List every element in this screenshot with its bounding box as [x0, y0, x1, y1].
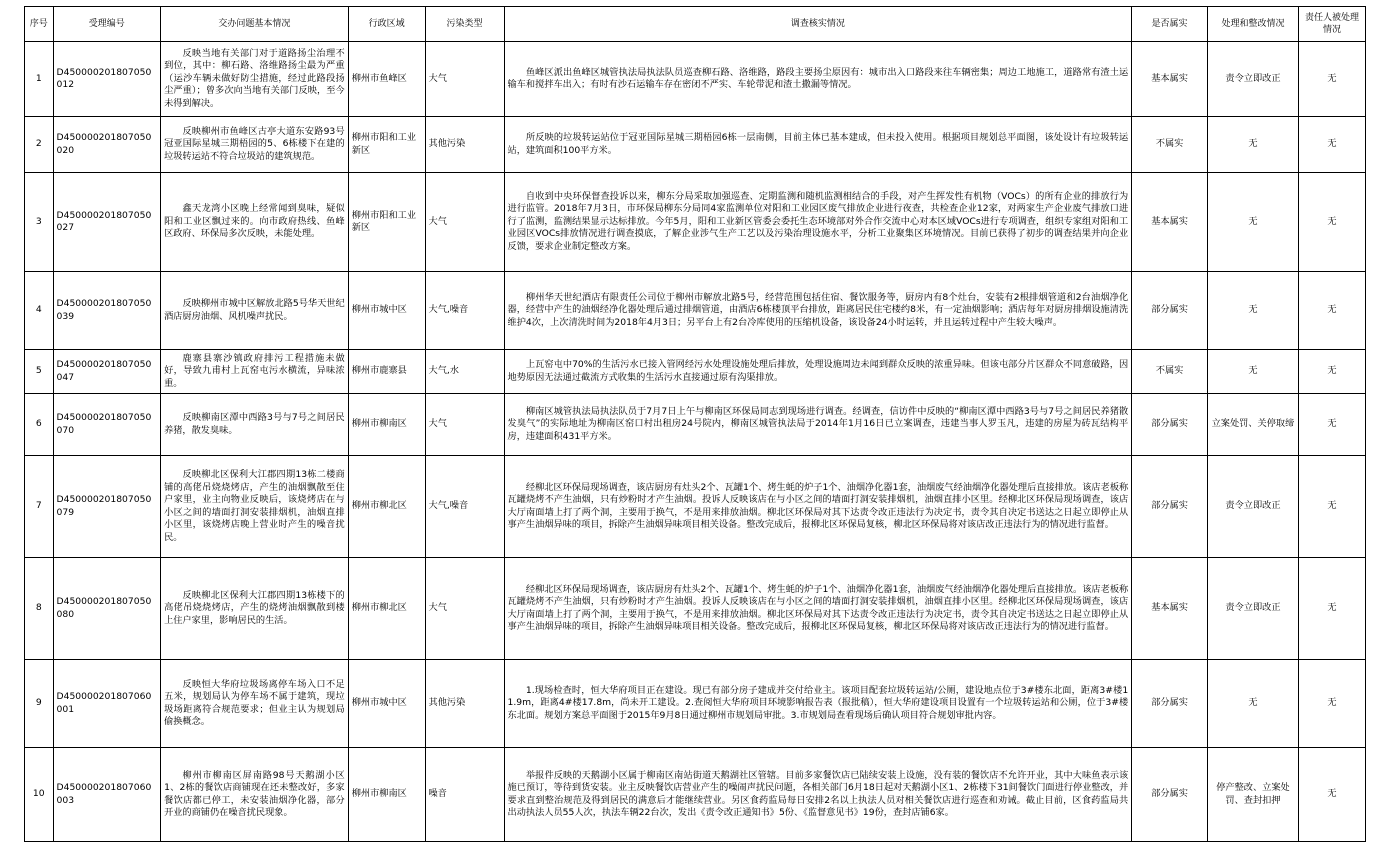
pollution-type-cell: 大气 [425, 42, 504, 117]
problem-cell [161, 350, 349, 394]
is-true-cell: 基本属实 [1132, 173, 1208, 272]
is-true-cell: 部分属实 [1132, 748, 1208, 842]
accountability-cell: 无 [1299, 748, 1366, 842]
row-number: 5 [25, 350, 54, 394]
problem-cell [161, 456, 349, 558]
problem-text: 反映柳州市城中区解放北路5号华天世纪酒店厨房油烟、风机噪声扰民。 [164, 298, 345, 322]
is-true-cell: 部分属实 [1132, 456, 1208, 558]
pollution-type-cell: 大气 [425, 394, 504, 456]
problem-text: 反映柳南区潭中西路3号与7号之间居民养猪，散发臭味。 [164, 412, 345, 436]
investigation-text: 经柳北区环保局现场调查，该店厨房有灶头2个、瓦罐1个、烤生蚝的炉子1个、油烟净化器1套，油烟废气经油烟净化器处理后直接排放。该店老板称瓦罐烧烤不产生油烟，只有炒粉时才产生油烟。投诉人反映该店在与小区之间的墙面打洞安装排烟机，油烟直排小区里。经柳北区环保局现场调查，该店大厅南面墙上打了两个洞，主要用于换气，不是用来排放油烟。柳北区环保局对其下达责令改正违法行为决定书，责令其自决定书送达之日起立即停止从事产生油烟异味的项目，拆除产生油烟异味项目相关设备。整改完成后，报柳北区环保局复核，柳北区环保局将对该店改正违法行为的情况进行监督。 [507, 583, 1129, 632]
pollution-type-cell: 其他污染 [425, 660, 504, 748]
investigation-cell [504, 272, 1132, 350]
handling-cell: 无 [1207, 660, 1298, 748]
problem-cell [161, 660, 349, 748]
row-number: 6 [25, 394, 54, 456]
pollution-type-cell: 大气,噪音 [425, 456, 504, 558]
region-cell: 柳州市鹿寨县 [348, 350, 425, 394]
handling-cell: 无 [1207, 272, 1298, 350]
is-true-cell: 部分属实 [1132, 394, 1208, 456]
investigation-cell [504, 660, 1132, 748]
header-cell: 是否属实 [1132, 7, 1208, 42]
pollution-type-cell: 其他污染 [425, 117, 504, 173]
case-id: D450000201807060001 [53, 660, 161, 748]
row-number: 4 [25, 272, 54, 350]
table-row [25, 456, 1366, 558]
is-true-cell: 不属实 [1132, 117, 1208, 173]
investigation-text: 所反映的垃圾转运站位于冠亚国际星城三期梧园6栋一层南侧，目前主体已基本建成，但未投入使用。根据项目规划总平面图，该处设计有垃圾转运站，建筑面积100平方米。 [507, 132, 1129, 156]
problem-cell [161, 42, 349, 117]
row-number: 2 [25, 117, 54, 173]
accountability-cell: 无 [1299, 117, 1366, 173]
row-number: 7 [25, 456, 54, 558]
problem-cell [161, 117, 349, 173]
table-row [25, 394, 1366, 456]
header-cell: 交办问题基本情况 [161, 7, 349, 42]
region-cell: 柳州市柳南区 [348, 394, 425, 456]
case-id: D450000201807050070 [53, 394, 161, 456]
table-row [25, 558, 1366, 660]
investigation-text: 经柳北区环保局现场调查，该店厨房有灶头2个、瓦罐1个、烤生蚝的炉子1个、油烟净化器1套，油烟废气经油烟净化器处理后直接排放。该店老板称瓦罐烧烤不产生油烟，只有炒粉时才产生油烟。投诉人反映该店在与小区之间的墙面打洞安装排烟机，油烟直排小区里。经柳北区环保局现场调查，该店大厅南面墙上打了两个洞，主要用于换气，不是用来排放油烟。柳北区环保局对其下达责令改正违法行为决定书，责令其自决定书送达之日起立即停止从事产生油烟异味的项目，拆除产生油烟异味项目相关设备。整改完成后，报柳北区环保局复核，柳北区环保局将对该店改正违法行为的情况进行监督。 [507, 481, 1129, 530]
accountability-cell: 无 [1299, 42, 1366, 117]
case-id: D450000201807050027 [53, 173, 161, 272]
problem-cell [161, 394, 349, 456]
region-cell: 柳州市阳和工业新区 [348, 117, 425, 173]
row-number: 10 [25, 748, 54, 842]
accountability-cell: 无 [1299, 456, 1366, 558]
handling-cell: 无 [1207, 350, 1298, 394]
handling-cell: 责令立即改正 [1207, 456, 1298, 558]
header-cell: 序号 [25, 7, 54, 42]
handling-cell: 立案处罚、关停取缔 [1207, 394, 1298, 456]
table-header [25, 7, 1366, 42]
is-true-cell: 部分属实 [1132, 272, 1208, 350]
header-cell: 责任人被处理情况 [1299, 7, 1366, 42]
case-id: D450000201807050080 [53, 558, 161, 660]
region-cell: 柳州市柳北区 [348, 456, 425, 558]
table-row [25, 117, 1366, 173]
investigation-text: 柳南区城管执法局执法队员于7月7日上午与柳南区环保局同志到现场进行调查。经调查，信访件中反映的“柳南区潭中西路3号与7号之间居民养猪散发臭气”的实际地址为柳南区窑口村出租房24号院内，柳南区城管执法局于2014年1月16日已立案调查，违建当事人罗玉凡，违建的房屋为砖瓦结构平房，违建面积431平方米。 [507, 405, 1129, 442]
problem-cell [161, 272, 349, 350]
header-cell: 调查核实情况 [504, 7, 1132, 42]
accountability-cell: 无 [1299, 558, 1366, 660]
region-cell: 柳州市柳北区 [348, 558, 425, 660]
header-cell: 处理和整改情况 [1207, 7, 1298, 42]
investigation-cell [504, 394, 1132, 456]
pollution-type-cell: 大气,噪音 [425, 272, 504, 350]
row-number: 1 [25, 42, 54, 117]
accountability-cell: 无 [1299, 350, 1366, 394]
accountability-cell: 无 [1299, 394, 1366, 456]
investigation-cell [504, 173, 1132, 272]
is-true-cell: 基本属实 [1132, 42, 1208, 117]
is-true-cell: 部分属实 [1132, 660, 1208, 748]
problem-cell [161, 558, 349, 660]
row-number: 9 [25, 660, 54, 748]
problem-text: 鑫天龙湾小区晚上经常闻到臭味，疑似阳和工业区飘过来的。向市政府热线、鱼峰区政府、环保局多次反映，未能处理。 [164, 203, 345, 240]
row-number: 8 [25, 558, 54, 660]
investigation-text: 鱼峰区派出鱼峰区城管执法局执法队员巡查柳石路、洛维路，路段主要扬尘原因有：城市出入口路段来往车辆密集；周边工地施工，道路常有渣土运输车和搅拌车出入；有时有沙石运输车存在密闭不严实、车轮带泥和渣土撒漏等情况。 [507, 66, 1129, 90]
case-id: D450000201807050012 [53, 42, 161, 117]
table-row [25, 42, 1366, 117]
pollution-type-cell: 大气 [425, 558, 504, 660]
region-cell: 柳州市柳南区 [348, 748, 425, 842]
region-cell: 柳州市城中区 [348, 660, 425, 748]
handling-cell: 责令立即改正 [1207, 558, 1298, 660]
table-row [25, 272, 1366, 350]
region-cell: 柳州市鱼峰区 [348, 42, 425, 117]
is-true-cell: 不属实 [1132, 350, 1208, 394]
region-cell: 柳州市阳和工业新区 [348, 173, 425, 272]
handling-cell: 责令立即改正 [1207, 42, 1298, 117]
accountability-cell: 无 [1299, 660, 1366, 748]
investigation-cell [504, 117, 1132, 173]
case-id: D450000201807050020 [53, 117, 161, 173]
table-row [25, 660, 1366, 748]
problem-text: 反映柳北区保利大江郡四期13栋楼下的高佬吊烧烧烤店，产生的烧烤油烟飘散到楼上住户家里，影响居民的生活。 [164, 589, 345, 626]
problem-text: 反映柳北区保利大江郡四期13栋二楼商铺的高佬吊烧烧烤店，产生的油烟飘散至住户家里，业主向物业反映后，该烧烤店在与小区之间的墙面打洞安装排烟机，油烟直排小区里，该烧烤店晚上营业时产生的噪音扰民。 [164, 469, 345, 543]
case-id: D450000201807050079 [53, 456, 161, 558]
header-cell: 行政区域 [348, 7, 425, 42]
header-cell: 受理编号 [53, 7, 161, 42]
investigation-cell [504, 350, 1132, 394]
region-cell: 柳州市城中区 [348, 272, 425, 350]
is-true-cell: 基本属实 [1132, 558, 1208, 660]
pollution-type-cell: 大气 [425, 173, 504, 272]
problem-text: 柳州市柳南区屏南路98号天鹅湖小区1、2栋的餐饮店商铺现在还未整改好，多家餐饮店都已停工，未安装油烟净化器，部分开业的商铺仍在噪音扰民现象。 [164, 769, 345, 818]
pollution-type-cell: 大气,水 [425, 350, 504, 394]
problem-text: 反映恒大华府垃圾场离停车场入口不足五米，规划局认为停车场不属于建筑，现垃圾场距离符合规范要求；但业主认为规划局偷换概念。 [164, 678, 345, 727]
table-row [25, 173, 1366, 272]
problem-cell [161, 173, 349, 272]
handling-cell: 无 [1207, 117, 1298, 173]
problem-cell [161, 748, 349, 842]
pollution-type-cell: 噪音 [425, 748, 504, 842]
header-cell: 污染类型 [425, 7, 504, 42]
table-row [25, 350, 1366, 394]
problem-text: 鹿寨县寨沙镇政府排污工程措施未做好，导致九甫村上瓦窑屯污水横流，异味浓重。 [164, 352, 345, 389]
handling-cell: 无 [1207, 173, 1298, 272]
investigation-cell [504, 558, 1132, 660]
case-id: D450000201807060003 [53, 748, 161, 842]
investigation-text: 举报件反映的天鹅湖小区属于柳南区南站街道天鹅湖社区管辖。目前多家餐饮店已陆续安装上设施，没有装的餐饮店不允许开业，其中大味鱼表示该施已预订，等待到货安装。业主反映餐饮店营业产生的噪闹声扰民问题，各相关部门6月18日起对天鹅湖小区1、2栋楼下31间餐饮门面进行停业整改，并要求直到整治规范及得到居民的满意后才能继续营业。另区食药监局每日安排2名以上执法人员对相关餐饮店进行巡查和劝诫。截止目前，区食药监局共出动执法人员55人次，执法车辆22台次，发出《责令改正通知书》5份、《监督意见书》19份，查封店铺6家。 [507, 769, 1129, 818]
investigation-text: 柳州华天世纪酒店有限责任公司位于柳州市解放北路5号，经营范围包括住宿、餐饮服务等，厨房内有8个灶台，安装有2根排烟管道和2台油烟净化器，经营中产生的油烟经净化器处理后通过排烟管道，由酒店6栋楼顶平台排放，距离居民住宅楼约8米，有一定油烟影响；酒店每年对厨房排烟设施清洗维护4次，上次清洗时间为2018年4月3日；另平台上有2台冷库使用的压缩机设备，该设备24小时运转，并且运转过程中产生较大噪声。 [507, 291, 1129, 328]
accountability-cell: 无 [1299, 272, 1366, 350]
complaints-table [24, 6, 1366, 842]
row-number: 3 [25, 173, 54, 272]
case-id: D450000201807050039 [53, 272, 161, 350]
problem-text: 反映当地有关部门对于道路扬尘治理不到位，其中：柳石路、洛维路扬尘最为严重（运沙车辆未做好防尘措施，经过此路段扬尘严重）；曾多次向当地有关部门反映，至今未得到解决。 [164, 47, 345, 109]
investigation-text: 自收到中央环保督查投诉以来，柳东分局采取加强巡查、定期监测和随机监测相结合的手段，对产生挥发性有机物（VOCs）的所有企业的排放行为进行监管。2018年7月3日，市环保局柳东分局同4家监测单位对阳和工业园区废气排放企业进行夜查，共检查企业12家，对两家生产企业废气排放口进行了监测，监测结果显示达标排放。今年5月，阳和工业新区管委会委托生态环境部对外合作交流中心对本区域VOCs进行专项调查，组织专家组对阳和工业园区VOCs排放情况进行调查摸底，了解企业涉气生产工艺以及污染治理设施水平，分析工业聚集区环境情况。目前已获得了初步的调查结果并向企业反馈，要求企业制定整改方案。 [507, 190, 1129, 252]
case-id: D450000201807050047 [53, 350, 161, 394]
investigation-cell [504, 456, 1132, 558]
problem-text: 反映柳州市鱼峰区古亭大道东安路93号冠亚国际星城三期梧园的5、6栋楼下在建的垃圾转运站不符合垃圾站的建筑规范。 [164, 125, 345, 162]
table-row [25, 748, 1366, 842]
accountability-cell: 无 [1299, 173, 1366, 272]
investigation-text: 1.现场检查时，恒大华府项目正在建设。现已有部分房子建成并交付给业主。该项目配套垃圾转运站/公厕，建设地点位于3#楼东北面，距离3#楼11.9m，距离4#楼17.8m，尚未开工建设。2.查阅恒大华府项目环境影响报告表（报批稿），恒大华府建设项目设置有一个垃圾转运站和公厕，位于3#楼东北面。规划方案总平面图于2015年9月8日通过柳州市规划局审批。3.市规划局查看现场后确认项目符合规划审批内容。 [507, 684, 1129, 721]
table-body [25, 42, 1366, 842]
investigation-cell [504, 42, 1132, 117]
handling-cell: 停产整改、立案处罚、查封扣押 [1207, 748, 1298, 842]
investigation-cell [504, 748, 1132, 842]
investigation-text: 上瓦窑屯中70%的生活污水已接入管网经污水处理设施处理后排放，处理设施周边未闻到群众反映的浓重异味。但该屯部分片区群众不同意破路，因地势原因无法通过截流方式收集的生活污水直接通过原有沟渠排放。 [507, 359, 1129, 383]
